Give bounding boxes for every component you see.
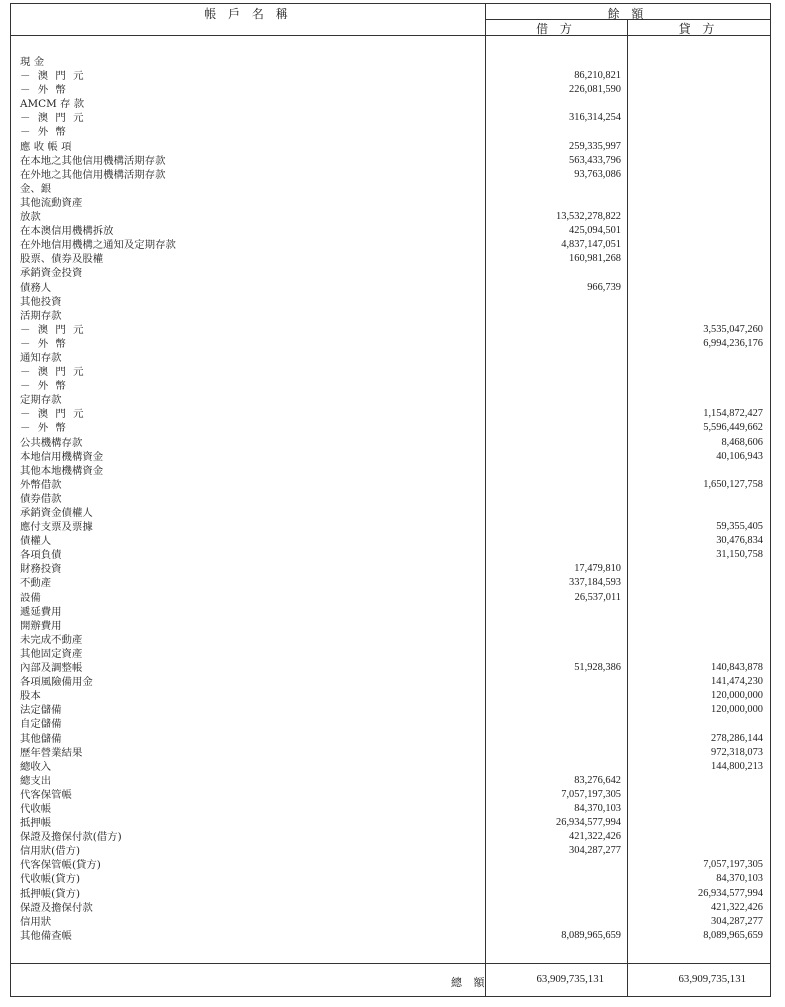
debit-amount: 259,335,997 bbox=[569, 140, 621, 152]
account-row bbox=[11, 407, 770, 421]
credit-amount: 5,596,449,662 bbox=[703, 422, 763, 434]
credit-amount: 278,286,144 bbox=[711, 732, 763, 744]
account-name: 保證及擔保付款 bbox=[20, 901, 93, 914]
account-name-header: 帳 戶 名 稱 bbox=[204, 7, 292, 21]
account-row bbox=[11, 168, 770, 182]
account-row bbox=[11, 421, 770, 435]
account-name: 不動產 bbox=[20, 577, 52, 590]
credit-amount: 8,089,965,659 bbox=[703, 929, 763, 941]
account-name: 未完成不動產 bbox=[20, 633, 83, 646]
account-name: 遞延費用 bbox=[20, 605, 62, 618]
account-row bbox=[11, 450, 770, 464]
account-row bbox=[11, 788, 770, 802]
account-row bbox=[11, 379, 770, 393]
account-name: 承銷資金投資 bbox=[20, 267, 83, 280]
credit-amount: 84,370,103 bbox=[716, 873, 763, 885]
credit-amount: 8,468,606 bbox=[721, 436, 763, 448]
credit-amount: 140,843,878 bbox=[711, 662, 763, 674]
account-row bbox=[11, 506, 770, 520]
total-credit: 63,909,735,131 bbox=[678, 973, 746, 985]
account-row bbox=[11, 464, 770, 478]
account-row bbox=[11, 83, 770, 97]
account-name: 法定儲備 bbox=[20, 704, 62, 717]
account-row bbox=[11, 562, 770, 576]
account-row bbox=[11, 365, 770, 379]
credit-amount: 141,474,230 bbox=[711, 676, 763, 688]
account-row bbox=[11, 689, 770, 703]
debit-amount: 13,532,278,822 bbox=[556, 211, 621, 223]
trial-balance-sheet bbox=[10, 3, 771, 997]
account-row bbox=[11, 393, 770, 407]
account-name: 代客保管帳(貸方) bbox=[20, 859, 101, 872]
account-row bbox=[11, 915, 770, 929]
debit-amount: 4,837,147,051 bbox=[561, 239, 621, 251]
account-row bbox=[11, 111, 770, 125]
account-row bbox=[11, 55, 770, 69]
credit-header: 貸 方 bbox=[678, 22, 719, 36]
account-name: － 澳 門 元 bbox=[20, 70, 86, 83]
credit-amount: 7,057,197,305 bbox=[703, 859, 763, 871]
account-row bbox=[11, 97, 770, 111]
account-row bbox=[11, 830, 770, 844]
credit-amount: 972,318,073 bbox=[711, 746, 763, 758]
account-name: 應付支票及票據 bbox=[20, 521, 93, 534]
account-name: 信用狀 bbox=[20, 915, 52, 928]
account-row bbox=[11, 210, 770, 224]
debit-amount: 93,763,086 bbox=[574, 168, 621, 180]
account-name: 其他投資 bbox=[20, 295, 62, 308]
account-row bbox=[11, 154, 770, 168]
account-row bbox=[11, 436, 770, 450]
account-row bbox=[11, 619, 770, 633]
credit-amount: 59,355,405 bbox=[716, 521, 763, 533]
account-row bbox=[11, 844, 770, 858]
account-row bbox=[11, 224, 770, 238]
account-name: 總支出 bbox=[20, 774, 52, 787]
account-row bbox=[11, 661, 770, 675]
credit-amount: 120,000,000 bbox=[711, 704, 763, 716]
account-name: 在外地之其他信用機構活期存款 bbox=[20, 168, 166, 181]
account-name: 承銷資金債權人 bbox=[20, 507, 93, 519]
account-name: 股票、債券及股權 bbox=[20, 253, 104, 266]
account-row bbox=[11, 760, 770, 774]
account-row bbox=[11, 802, 770, 816]
account-name: 其他備查帳 bbox=[20, 929, 72, 942]
debit-amount: 7,057,197,305 bbox=[561, 788, 621, 800]
account-name: 現 金 bbox=[20, 56, 45, 68]
debit-amount: 26,934,577,994 bbox=[556, 817, 621, 829]
account-name: 信用狀(借方) bbox=[20, 845, 81, 858]
account-row bbox=[11, 605, 770, 619]
account-name: － 外 幣 bbox=[20, 380, 68, 393]
debit-amount: 83,276,642 bbox=[574, 774, 621, 786]
account-row bbox=[11, 703, 770, 717]
credit-amount: 30,476,834 bbox=[716, 535, 763, 547]
debit-amount: 563,433,796 bbox=[569, 154, 621, 166]
account-row bbox=[11, 309, 770, 323]
credit-amount: 6,994,236,176 bbox=[703, 337, 763, 349]
account-row bbox=[11, 295, 770, 309]
account-name: － 澳 門 元 bbox=[20, 408, 86, 421]
account-row bbox=[11, 647, 770, 661]
total-debit: 63,909,735,131 bbox=[536, 973, 604, 985]
account-name: － 澳 門 元 bbox=[20, 366, 86, 379]
debit-amount: 316,314,254 bbox=[569, 112, 621, 124]
account-name: 公共機構存款 bbox=[20, 436, 83, 449]
credit-amount: 31,150,758 bbox=[716, 549, 763, 561]
account-row bbox=[11, 746, 770, 760]
account-rows bbox=[11, 55, 770, 943]
account-name: 其他固定資產 bbox=[20, 647, 83, 660]
debit-amount: 337,184,593 bbox=[569, 577, 621, 589]
debit-amount: 84,370,103 bbox=[574, 802, 621, 814]
credit-amount: 144,800,213 bbox=[711, 760, 763, 772]
account-row bbox=[11, 633, 770, 647]
account-name: 活期存款 bbox=[20, 309, 62, 322]
account-row bbox=[11, 337, 770, 351]
account-name: 其他儲備 bbox=[20, 732, 62, 745]
account-row bbox=[11, 238, 770, 252]
account-name: 各項風險備用金 bbox=[20, 676, 93, 689]
account-name: 設備 bbox=[20, 591, 41, 604]
account-name: 歷年營業結果 bbox=[20, 746, 83, 759]
account-name: 保證及擔保付款(借方) bbox=[20, 831, 122, 844]
debit-amount: 17,479,810 bbox=[574, 563, 621, 575]
account-name: AMCM 存 款 bbox=[20, 98, 85, 111]
credit-amount: 304,287,277 bbox=[711, 915, 763, 927]
account-row bbox=[11, 929, 770, 943]
balance-header: 餘 額 bbox=[607, 7, 648, 21]
account-row bbox=[11, 196, 770, 210]
account-name: 財務投資 bbox=[20, 563, 62, 576]
debit-header: 借 方 bbox=[536, 22, 576, 36]
account-name: － 外 幣 bbox=[20, 422, 68, 435]
account-row bbox=[11, 732, 770, 746]
account-row bbox=[11, 548, 770, 562]
account-row bbox=[11, 591, 770, 605]
total-top-line bbox=[11, 963, 770, 964]
account-name: 債務人 bbox=[20, 281, 52, 294]
debit-amount: 226,081,590 bbox=[569, 84, 621, 96]
account-name: － 澳 門 元 bbox=[20, 112, 86, 125]
account-name: 通知存款 bbox=[20, 351, 62, 364]
account-row bbox=[11, 266, 770, 280]
account-name: 其他流動資產 bbox=[20, 196, 83, 209]
credit-amount: 120,000,000 bbox=[711, 690, 763, 702]
account-row bbox=[11, 351, 770, 365]
total-label: 總 額 bbox=[451, 976, 489, 989]
account-name: 在本地之其他信用機構活期存款 bbox=[20, 154, 166, 167]
account-row bbox=[11, 858, 770, 872]
account-row bbox=[11, 816, 770, 830]
account-row bbox=[11, 252, 770, 266]
debit-amount: 8,089,965,659 bbox=[561, 929, 621, 941]
account-name: 內部及調整帳 bbox=[20, 662, 83, 675]
account-name: － 澳 門 元 bbox=[20, 323, 86, 336]
debit-amount: 425,094,501 bbox=[569, 225, 621, 237]
account-name: 抵押帳(貸方) bbox=[20, 887, 81, 900]
credit-amount: 26,934,577,994 bbox=[698, 887, 763, 899]
debit-amount: 26,537,011 bbox=[574, 591, 621, 603]
debit-amount: 51,928,386 bbox=[574, 662, 621, 674]
account-name: 債權人 bbox=[20, 535, 52, 548]
account-row bbox=[11, 323, 770, 337]
account-row bbox=[11, 69, 770, 83]
account-row bbox=[11, 281, 770, 295]
account-row bbox=[11, 872, 770, 886]
account-name: 在本澳信用機構拆放 bbox=[20, 225, 114, 238]
account-row bbox=[11, 675, 770, 689]
debit-amount: 966,739 bbox=[587, 281, 621, 293]
account-row bbox=[11, 717, 770, 731]
account-name: 自定儲備 bbox=[20, 718, 62, 731]
credit-amount: 421,322,426 bbox=[711, 901, 763, 913]
credit-amount: 1,154,872,427 bbox=[703, 408, 763, 420]
account-name: 抵押帳 bbox=[20, 817, 52, 830]
account-row bbox=[11, 534, 770, 548]
account-name: 代客保管帳 bbox=[20, 788, 72, 801]
credit-amount: 3,535,047,260 bbox=[703, 323, 763, 335]
account-name: 放款 bbox=[20, 211, 41, 224]
account-name: 總收入 bbox=[20, 760, 52, 773]
credit-amount: 40,106,943 bbox=[716, 450, 763, 462]
account-row bbox=[11, 576, 770, 590]
account-name: 各項負債 bbox=[20, 549, 62, 562]
account-name: － 外 幣 bbox=[20, 84, 68, 97]
account-row bbox=[11, 774, 770, 788]
debit-amount: 304,287,277 bbox=[569, 845, 621, 857]
account-row bbox=[11, 478, 770, 492]
debit-amount: 421,322,426 bbox=[569, 831, 621, 843]
account-row bbox=[11, 125, 770, 139]
account-name: － 外 幣 bbox=[20, 126, 68, 139]
account-row bbox=[11, 492, 770, 506]
account-row bbox=[11, 520, 770, 534]
account-name: 在外地信用機構之通知及定期存款 bbox=[20, 239, 176, 252]
account-name: 開辦費用 bbox=[20, 619, 62, 632]
credit-amount: 1,650,127,758 bbox=[703, 478, 763, 490]
debit-amount: 86,210,821 bbox=[574, 70, 621, 82]
account-row bbox=[11, 140, 770, 154]
account-name: 應 收 帳 項 bbox=[20, 140, 72, 153]
debit-amount: 160,981,268 bbox=[569, 253, 621, 265]
account-name: 其他本地機構資金 bbox=[20, 464, 104, 477]
account-name: 本地信用機構資金 bbox=[20, 450, 104, 463]
account-name: － 外 幣 bbox=[20, 337, 68, 350]
account-row bbox=[11, 901, 770, 915]
account-row bbox=[11, 887, 770, 901]
account-name: 債券借款 bbox=[20, 492, 62, 505]
account-name: 金、銀 bbox=[20, 182, 52, 195]
account-name: 外幣借款 bbox=[20, 478, 62, 491]
account-name: 代收帳(貸方) bbox=[20, 873, 81, 886]
account-name: 定期存款 bbox=[20, 394, 62, 407]
account-name: 代收帳 bbox=[20, 802, 52, 815]
account-name: 股本 bbox=[20, 690, 41, 703]
account-row bbox=[11, 182, 770, 196]
